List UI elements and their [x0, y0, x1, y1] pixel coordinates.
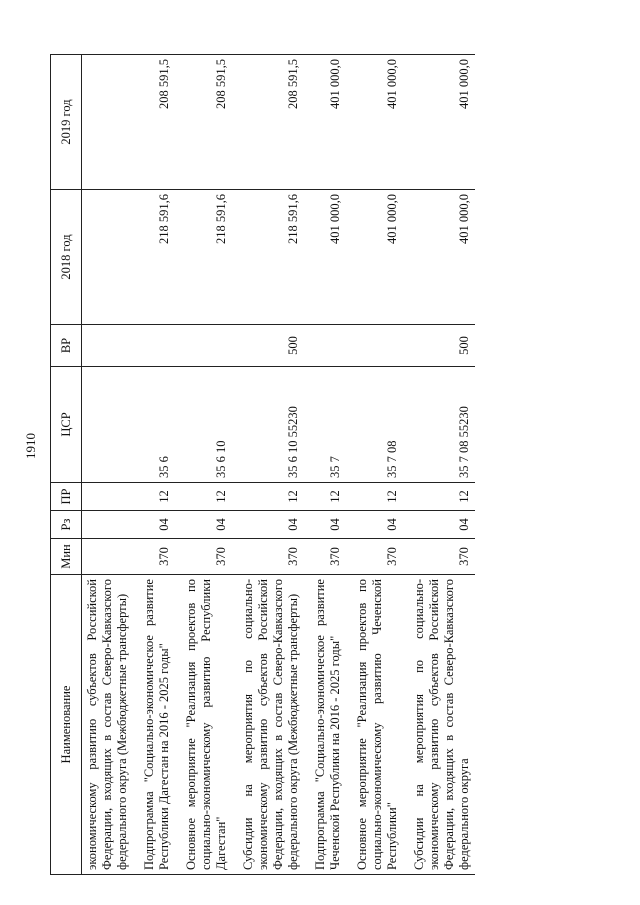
- table-row: [82, 55, 134, 875]
- row-2019: 401 000,0: [310, 55, 346, 190]
- row-2019: 401 000,0: [352, 55, 403, 190]
- row-vr: [139, 325, 175, 367]
- header-min: Мин: [51, 539, 82, 575]
- row-vr: [352, 325, 403, 367]
- row-2018: 218 591,6: [139, 190, 175, 325]
- row-2018: 401 000,0: [310, 190, 346, 325]
- row-rz: 04: [352, 511, 403, 539]
- row-min: 370: [310, 539, 346, 575]
- row-csr: 35 6 10: [181, 367, 232, 483]
- row-min: 370: [352, 539, 403, 575]
- header-vr: ВР: [51, 325, 82, 367]
- header-pr: ПР: [51, 483, 82, 511]
- page-number-text: 1910: [23, 433, 38, 459]
- row-name: Субсидии на мероприятия по социально-экономическому развитию субъектов Российской Федерации, входящих в состав Северо-Кавказского федерального округа: [409, 575, 475, 875]
- row-name: Основное мероприятие "Реализация проектов по социально-экономическому развитию Республики Дагестан": [181, 575, 232, 875]
- row-min: [82, 539, 134, 575]
- table-row: [310, 55, 346, 875]
- header-rz: Рз: [51, 511, 82, 539]
- header-row: [51, 55, 82, 875]
- row-vr: [310, 325, 346, 367]
- row-2018: 218 591,6: [181, 190, 232, 325]
- row-pr: [82, 483, 134, 511]
- header-2018: 2018 год: [51, 190, 82, 325]
- row-rz: 04: [310, 511, 346, 539]
- header-name: Наименование: [51, 575, 82, 875]
- row-2018: 218 591,6: [238, 190, 304, 325]
- row-2018: 401 000,0: [409, 190, 475, 325]
- row-2019: 208 591,5: [139, 55, 175, 190]
- row-name: экономическому развитию субъектов Российской Федерации, входящих в состав Северо-Кавказского федерального округа (Межбюджетные трансферты): [82, 575, 134, 875]
- row-csr: [82, 367, 134, 483]
- row-rz: 04: [139, 511, 175, 539]
- header-csr: ЦСР: [51, 367, 82, 483]
- row-pr: 12: [139, 483, 175, 511]
- row-name: Основное мероприятие "Реализация проектов по социально-экономическому развитию Чеченской Республики": [352, 575, 403, 875]
- budget-table-rotated: [50, 55, 610, 875]
- row-name: Подпрограмма "Социально-экономическое развитие Республики Дагестан на 2016 - 2025 годы": [139, 575, 175, 875]
- row-min: 370: [238, 539, 304, 575]
- table-row: [238, 55, 304, 875]
- row-name: Субсидии на мероприятия по социально-экономическому развитию субъектов Российской Федерации, входящих в состав Северо-Кавказского федерального округа (Межбюджетные трансферты): [238, 575, 304, 875]
- row-rz: 04: [181, 511, 232, 539]
- row-vr: [82, 325, 134, 367]
- row-2018: [82, 190, 134, 325]
- row-pr: 12: [352, 483, 403, 511]
- row-rz: [82, 511, 134, 539]
- row-csr: 35 7 08: [352, 367, 403, 483]
- row-rz: 04: [409, 511, 475, 539]
- row-vr: [181, 325, 232, 367]
- row-2019: 208 591,5: [181, 55, 232, 190]
- table-row: [139, 55, 175, 875]
- row-vr: 500: [409, 325, 475, 367]
- row-min: 370: [139, 539, 175, 575]
- row-vr: 500: [238, 325, 304, 367]
- budget-table: [50, 54, 475, 875]
- row-2018: 401 000,0: [352, 190, 403, 325]
- row-csr: 35 6: [139, 367, 175, 483]
- row-csr: 35 6 10 55230: [238, 367, 304, 483]
- page-number: [18, 433, 38, 459]
- row-min: 370: [409, 539, 475, 575]
- header-2019: 2019 год: [51, 55, 82, 190]
- row-min: 370: [181, 539, 232, 575]
- table-row: [181, 55, 232, 875]
- table-row: [409, 55, 475, 875]
- row-pr: 12: [181, 483, 232, 511]
- row-2019: 401 000,0: [409, 55, 475, 190]
- row-csr: 35 7 08 55230: [409, 367, 475, 483]
- row-name: Подпрограмма "Социально-экономическое развитие Чеченской Республики на 2016 - 2025 годы": [310, 575, 346, 875]
- row-pr: 12: [238, 483, 304, 511]
- row-csr: 35 7: [310, 367, 346, 483]
- table-row: [352, 55, 403, 875]
- row-pr: 12: [409, 483, 475, 511]
- row-rz: 04: [238, 511, 304, 539]
- row-2019: [82, 55, 134, 190]
- row-2019: 208 591,5: [238, 55, 304, 190]
- row-pr: 12: [310, 483, 346, 511]
